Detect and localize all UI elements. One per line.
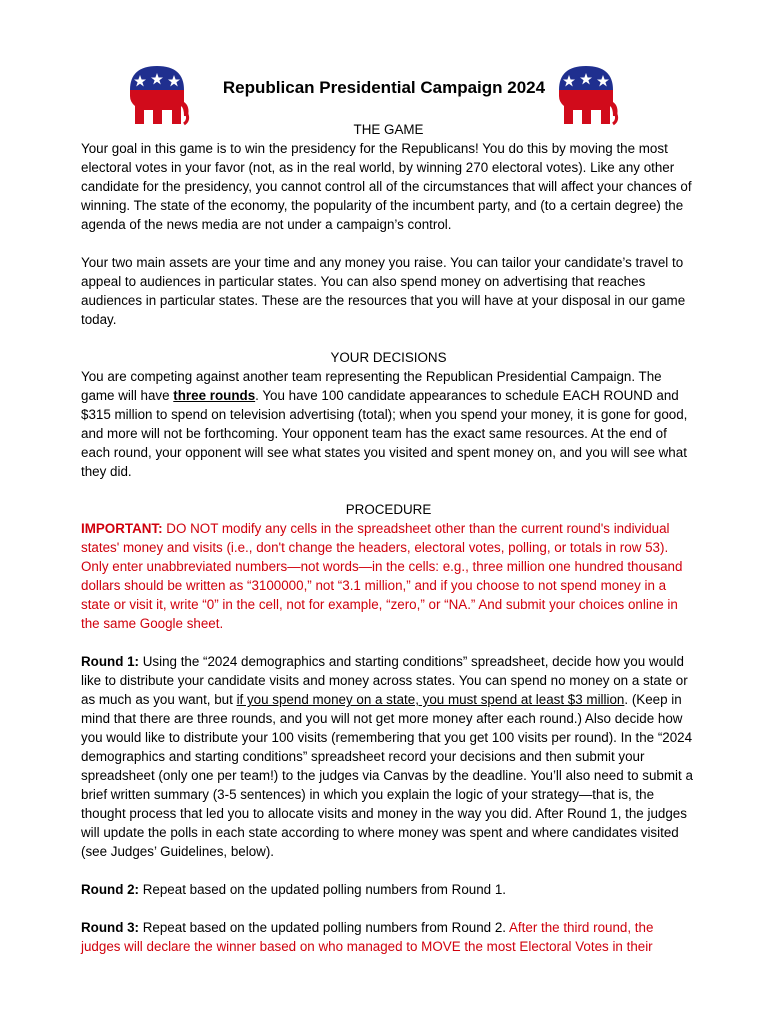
- round-2-label: Round 2:: [81, 882, 140, 897]
- round-2-paragraph: Round 2: Repeat based on the updated polling numbers from Round 1.: [81, 882, 507, 897]
- section-heading-game: THE GAME: [353, 122, 424, 137]
- game-paragraph-2: Your two main assets are your time and any money you raise. You can tailor your candidate’s travel to appeal to audiences in particular states. You can also spend money on advertising that reaches audiences in particular states. These are the resources that you will have at your disposal in our game today.: [81, 255, 686, 327]
- important-notice: IMPORTANT: DO NOT modify any cells in the spreadsheet other than the current round's individual states' money and visits (i.e., don't change the headers, electoral votes, polling, or totals in row 53). Only enter unabbreviated numbers—not words—in the cells: e.g., three million one hundred thousand dollars should be written as “3100000,” not “3.1 million,” and if you choose to not spend money in a state or visit it, write “0” in the cell, not for example, “zero,” or “NA.” And submit your choices online in the same Google sheet.: [81, 521, 683, 631]
- page-title: Republican Presidential Campaign 2024: [222, 78, 546, 97]
- round-3-label: Round 3:: [81, 920, 140, 935]
- document-body: [81, 120, 696, 956]
- round-3-paragraph: Round 3: Repeat based on the updated polling numbers from Round 2. After the third round, the judges will declare the winner based on who managed to MOVE the most Electoral Votes in their: [81, 920, 654, 954]
- minimum-spend-rule: if you spend money on a state, you must spend at least $3 million: [236, 692, 625, 707]
- round-1-label: Round 1:: [81, 654, 140, 669]
- game-paragraph-1: Your goal in this game is to win the presidency for the Republicans! You do this by moving the most electoral votes in your favor (not, as in the real world, by winning 270 electoral votes). Like any other candidate for the presidency, you cannot control all of the circumstances that will affect your chances of winning. The state of the economy, the popularity of the incumbent party, and (to a certain degree) the agenda of the news media are not under a campaign’s control.: [81, 141, 692, 232]
- three-rounds-emphasis: three rounds: [173, 388, 256, 403]
- section-heading-procedure: PROCEDURE: [345, 502, 432, 517]
- winner-notice: After the third round, the judges will declare the winner based on who managed to MOVE the most Electoral Votes in their: [81, 920, 654, 954]
- section-heading-decisions: YOUR DECISIONS: [330, 350, 447, 365]
- important-label: IMPORTANT:: [81, 521, 163, 536]
- round-1-paragraph: Round 1: Using the “2024 demographics and starting conditions” spreadsheet, decide how you would like to distribute your candidate visits and money across states. You can spend no money on a state or as much as you want, but if you spend money on a state, you must spend at least $3 million. (Keep in mind that there are three rounds, and you will not get more money after each round.) Also decide how you would like to distribute your 100 visits (remembering that you get 100 visits per round). In the “2024 demographics and starting conditions” spreadsheet record your decisions and then submit your spreadsheet (only one per team!) to the judges via Canvas by the deadline. You’ll also need to submit a brief written summary (3-5 sentences) in which you explain the logic of your strategy—that is, the thought process that led you to allocate visits and money in the way you did. After Round 1, the judges will update the polls in each state according to where money was spent and where candidates visited (see Judges’ Guidelines, below).: [81, 654, 693, 859]
- decisions-paragraph: You are competing against another team representing the Republican Presidential Campaign. The game will have three rounds. You have 100 candidate appearances to schedule EACH ROUND and $315 million to spend on television advertising (total); when you spend your money, it is gone for good, and more will not be forthcoming. Your opponent team has the exact same resources. At the end of each round, your opponent will see what states you visited and spent money on, and you will see what they did.: [81, 369, 688, 479]
